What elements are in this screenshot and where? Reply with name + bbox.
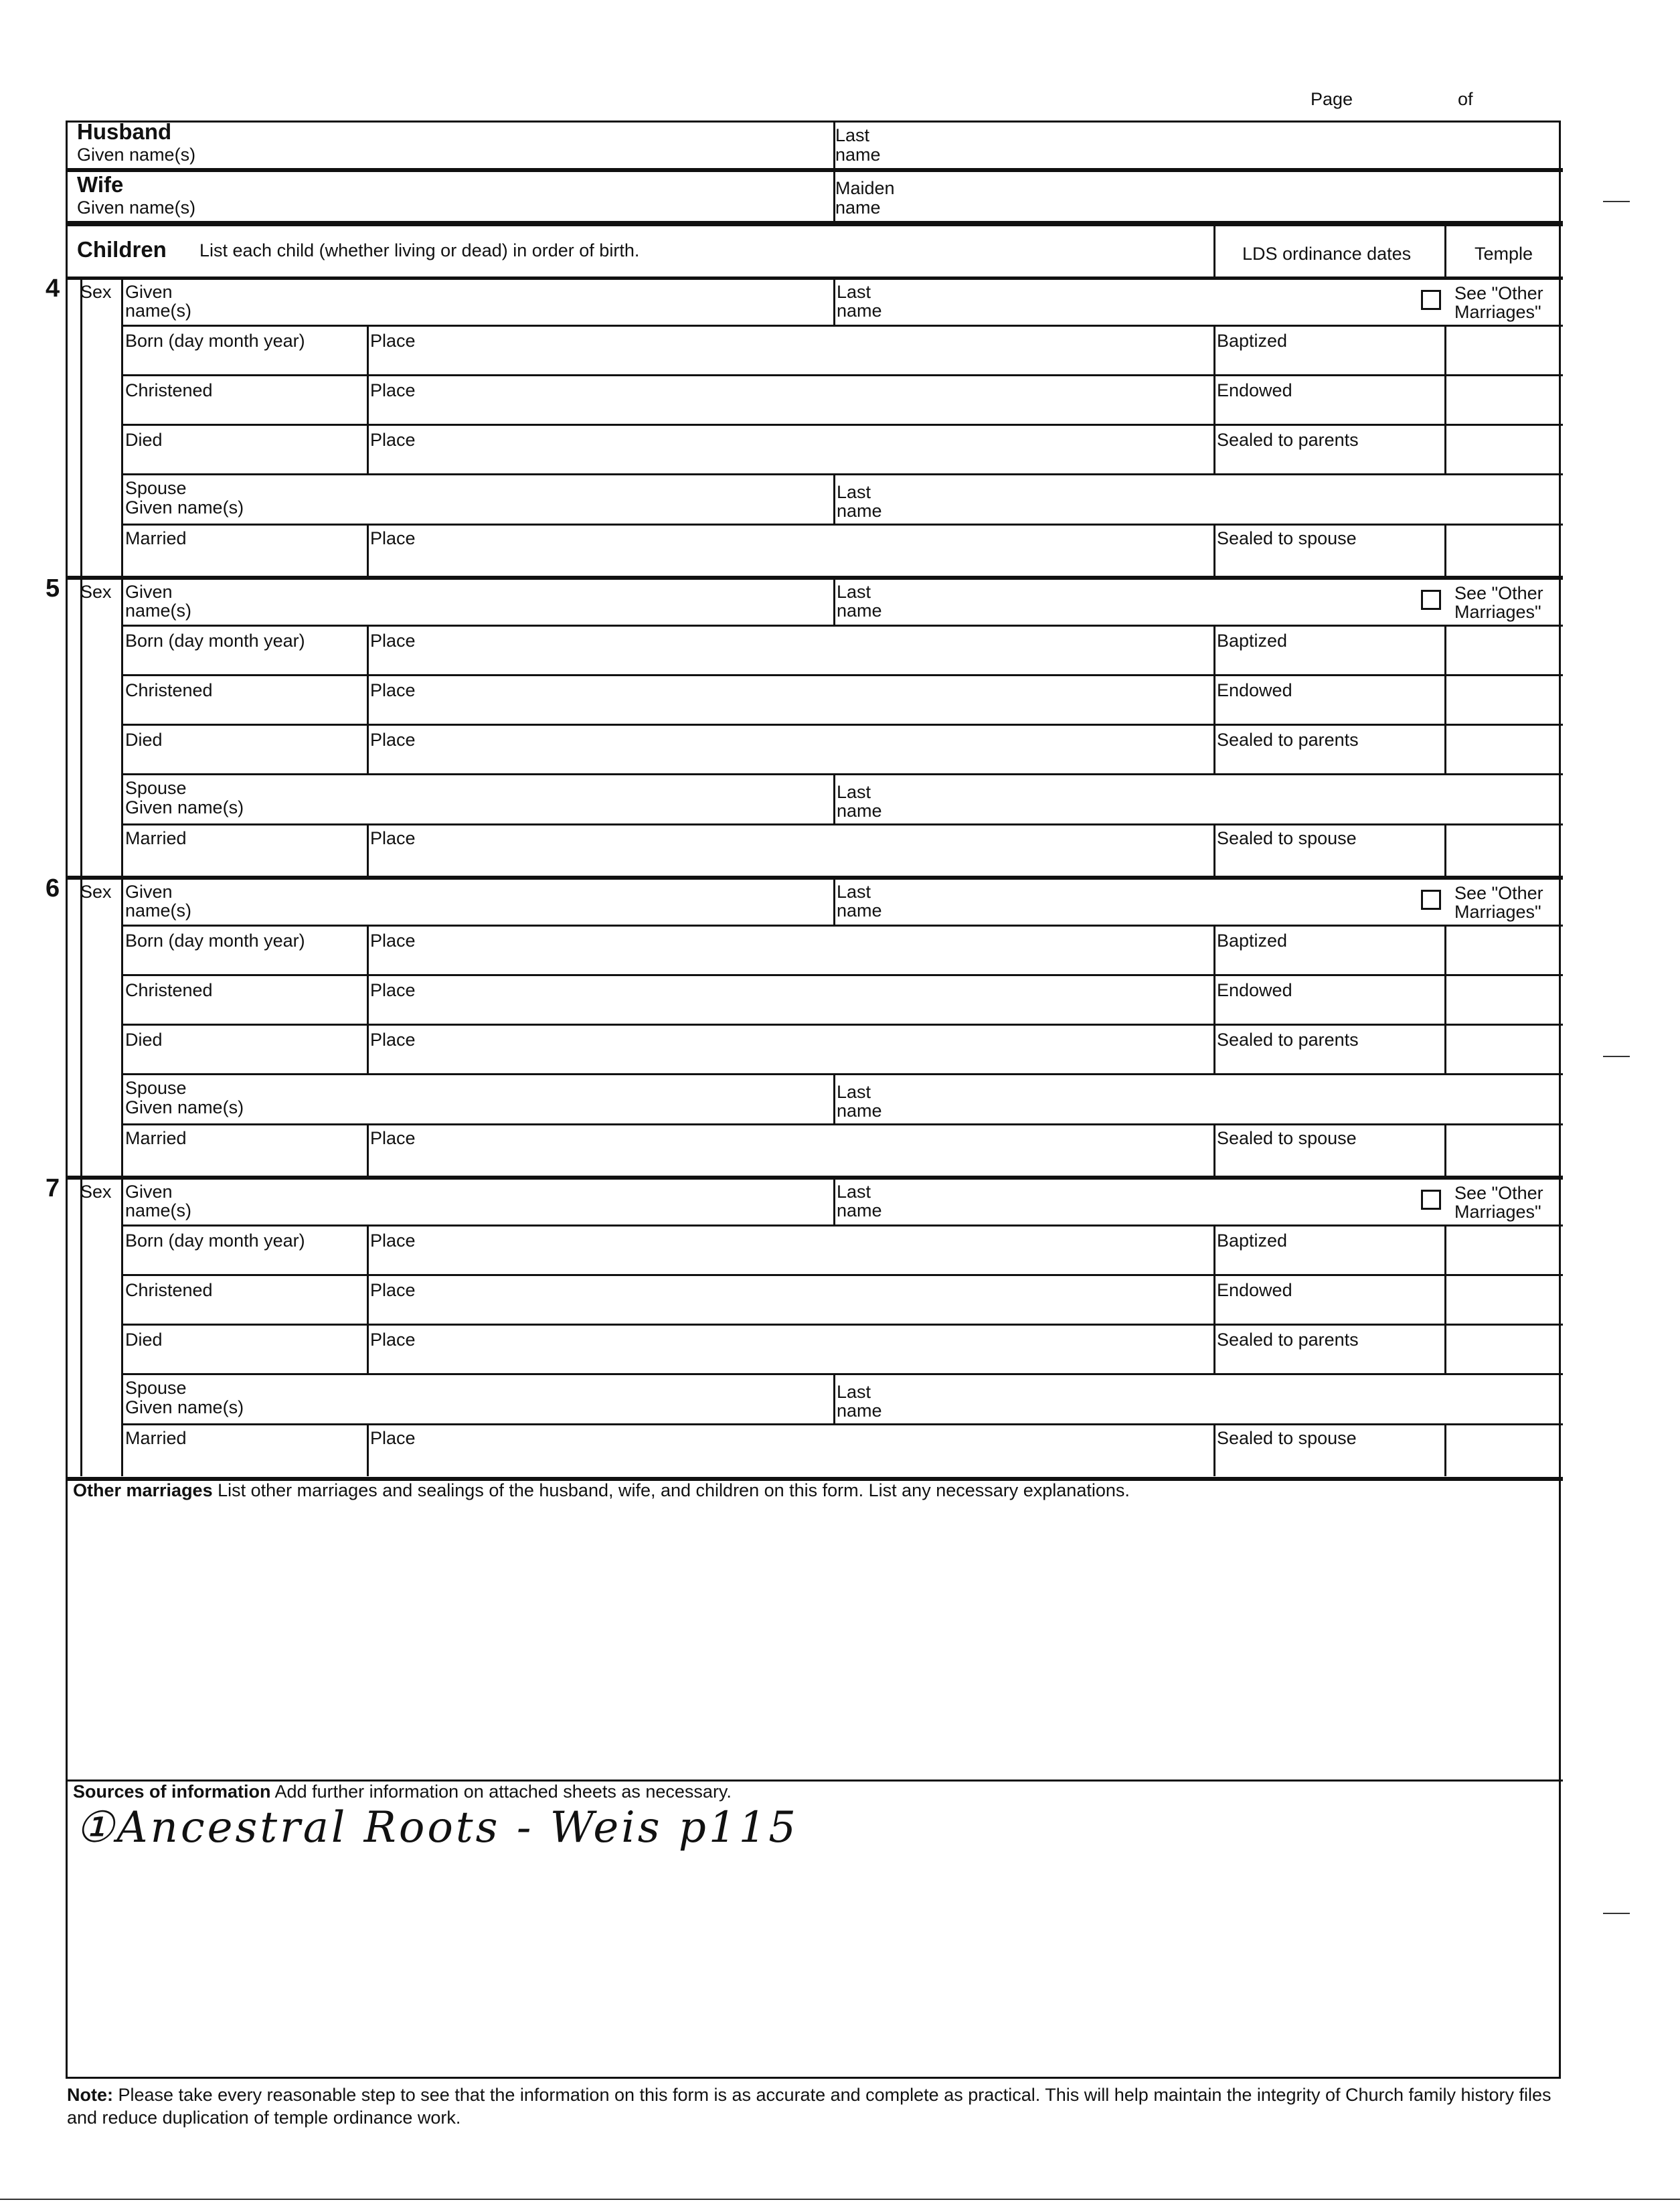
temple-column-divider (1444, 927, 1446, 976)
husband-given-label: Given name(s) (77, 145, 196, 165)
child-2-christened-temple-field[interactable] (1501, 703, 1505, 707)
place-label: Place (370, 730, 416, 750)
place-divider (367, 627, 369, 676)
child-2-born-date-field[interactable] (236, 653, 240, 657)
husband-divider (833, 123, 835, 171)
place-label: Place (370, 331, 416, 351)
husband-last-label: Last (835, 125, 870, 145)
child-2-died-temple-field[interactable] (1501, 753, 1505, 757)
child-1-given-field[interactable] (471, 298, 475, 302)
scan-edge-line (0, 2199, 1680, 2200)
see-other-marriages-checkbox[interactable] (1421, 1190, 1441, 1210)
rule-line (121, 773, 1563, 775)
child-1-born-temple-field[interactable] (1501, 353, 1505, 358)
child-3-given-field[interactable] (471, 898, 475, 902)
died-ordinance-label: Sealed to parents (1217, 1330, 1359, 1350)
ordinance-divider (1213, 927, 1215, 976)
child-2-christened-place-field[interactable] (805, 703, 809, 707)
child-3-christened-date-field[interactable] (236, 1003, 240, 1007)
spouse-last-label: Last (837, 1082, 871, 1102)
temple-column-divider (1444, 1125, 1446, 1176)
spouse-last-label: Last (837, 1382, 871, 1402)
family-group-form (66, 121, 1561, 2079)
given-label: Given (125, 282, 173, 302)
child-4-died-date-field[interactable] (236, 1352, 240, 1356)
spouse-label: Spouse (125, 1078, 187, 1098)
spouse-last-name-label: name (837, 801, 882, 821)
rule-line (121, 473, 1563, 475)
given-name-label: name(s) (125, 601, 192, 621)
christened-ordinance-label: Endowed (1217, 680, 1292, 700)
place-divider (367, 426, 369, 475)
died-ordinance-label: Sealed to parents (1217, 430, 1359, 450)
child-1-christened-temple-field[interactable] (1501, 403, 1505, 407)
child-2-born-place-field[interactable] (805, 653, 809, 657)
child-3-sealed-spouse-temple-field[interactable] (1501, 1152, 1505, 1156)
given-name-label: name(s) (125, 301, 192, 321)
died-label: Died (125, 1330, 163, 1350)
spouse-label: Spouse (125, 478, 187, 498)
sources-handwritten-entry: ①Ancestral Roots - Weis p115 (76, 1803, 799, 1852)
died-label: Died (125, 730, 163, 750)
christened-label: Christened (125, 680, 213, 700)
other-marriages-heading (73, 1480, 1130, 1500)
rule-line (121, 1024, 1563, 1026)
last-label: Last (837, 1182, 871, 1202)
temple-divider (1444, 226, 1446, 279)
sources-area[interactable] (805, 1944, 809, 1948)
child-3-died-place-field[interactable] (805, 1052, 809, 1056)
rule-line (121, 823, 1563, 825)
child-2-given-field[interactable] (471, 598, 475, 602)
child-1-born-date-field[interactable] (236, 353, 240, 358)
child-3-spouse-given-field[interactable] (471, 1102, 475, 1106)
born-ordinance-label: Baptized (1217, 331, 1288, 351)
christened-ordinance-label: Endowed (1217, 380, 1292, 400)
ordinance-divider (1213, 1227, 1215, 1276)
temple-column-divider (1444, 825, 1446, 876)
ordinance-divider (1213, 825, 1215, 876)
rule-line (121, 974, 1563, 976)
child-3-died-temple-field[interactable] (1501, 1052, 1505, 1056)
ordinance-divider (1213, 1125, 1215, 1176)
place-divider (367, 526, 369, 576)
child-number: 4 (46, 274, 60, 303)
child-1-married-date-field[interactable] (236, 552, 240, 556)
rule-thick (68, 576, 1563, 580)
place-label: Place (370, 1231, 416, 1251)
children-instruction: List each child (whether living or dead) in order of birth. (199, 240, 640, 260)
child-1-sealed-spouse-temple-field[interactable] (1501, 552, 1505, 556)
child-1-born-place-field[interactable] (805, 353, 809, 358)
spouse-given-label: Given name(s) (125, 797, 244, 817)
rule-thick (68, 1176, 1563, 1180)
wife-title: Wife (77, 172, 124, 197)
child-2-married-date-field[interactable] (236, 852, 240, 856)
scan-mark (1603, 1056, 1630, 1057)
see-other-label: See "Other (1454, 583, 1543, 603)
spouse-label: Spouse (125, 778, 187, 798)
christened-label: Christened (125, 980, 213, 1000)
place-divider (367, 376, 369, 426)
other-marriages-area[interactable] (805, 1609, 809, 1613)
place-label: Place (370, 631, 416, 651)
rule-line (121, 1123, 1563, 1125)
temple-column-divider (1444, 676, 1446, 726)
wife-divider (833, 171, 835, 223)
ordinance-divider (1213, 1425, 1215, 1476)
husband-name-label: name (835, 145, 881, 165)
place-label: Place (370, 931, 416, 951)
place-label: Place (370, 1280, 416, 1300)
spouse-last-divider (833, 1375, 835, 1425)
spouse-last-name-label: name (837, 1401, 882, 1421)
child-left-rule (80, 878, 82, 1176)
temple-column-divider (1444, 976, 1446, 1026)
place-divider (367, 1425, 369, 1476)
child-2-spouse-given-field[interactable] (471, 802, 475, 806)
place-label: Place (370, 680, 416, 700)
place-label: Place (370, 430, 416, 450)
child-number: 7 (46, 1174, 60, 1202)
ordinance-divider (1213, 1276, 1215, 1326)
rule-line (121, 524, 1563, 526)
born-ordinance-label: Baptized (1217, 1231, 1288, 1251)
sources-title: Sources of information (73, 1782, 271, 1802)
child-4-married-date-field[interactable] (236, 1452, 240, 1456)
place-label: Place (370, 1030, 416, 1050)
ordinance-divider (1213, 676, 1215, 726)
other-marriages-title: Other marriages (73, 1480, 213, 1500)
christened-ordinance-label: Endowed (1217, 980, 1292, 1000)
child-2-christened-date-field[interactable] (236, 703, 240, 707)
rule-line (121, 424, 1563, 426)
place-divider (367, 825, 369, 876)
child-3-spouse-last-field[interactable] (1006, 1102, 1010, 1106)
child-3-died-date-field[interactable] (236, 1052, 240, 1056)
place-divider (367, 1276, 369, 1326)
rule-line (121, 724, 1563, 726)
lds-label: LDS ordinance dates (1242, 244, 1412, 264)
spouse-last-label: Last (837, 782, 871, 802)
sealed-spouse-label: Sealed to spouse (1217, 528, 1357, 548)
scan-mark (1603, 1913, 1630, 1914)
see-other-marriages-checkbox[interactable] (1421, 890, 1441, 910)
wife-maiden-label: Maiden (835, 178, 895, 198)
spouse-last-divider (833, 775, 835, 825)
ordinance-divider (1213, 726, 1215, 775)
spouse-given-label: Given name(s) (125, 1097, 244, 1117)
rule-thick (68, 168, 1563, 172)
see-other-label: See "Other (1454, 883, 1543, 903)
place-divider (367, 927, 369, 976)
rule-line (121, 1274, 1563, 1276)
see-other-marriages-label: Marriages" (1454, 602, 1541, 622)
child-2-born-temple-field[interactable] (1501, 653, 1505, 657)
last-name-label: name (837, 601, 882, 621)
temple-column-divider (1444, 376, 1446, 426)
temple-column-divider (1444, 426, 1446, 475)
place-label: Place (370, 1330, 416, 1350)
child-1-married-place-field[interactable] (805, 552, 809, 556)
spouse-last-name-label: name (837, 501, 882, 521)
note (67, 2083, 1553, 2129)
child-2-died-date-field[interactable] (236, 753, 240, 757)
rule-line (121, 925, 1563, 927)
last-name-label: name (837, 1200, 882, 1220)
place-label: Place (370, 980, 416, 1000)
child-2-spouse-last-field[interactable] (1006, 802, 1010, 806)
last-name-label: name (837, 301, 882, 321)
spouse-last-divider (833, 475, 835, 525)
child-2-sealed-spouse-temple-field[interactable] (1501, 852, 1505, 856)
child-2-died-place-field[interactable] (805, 753, 809, 757)
child-3-married-date-field[interactable] (236, 1152, 240, 1156)
child-3-born-temple-field[interactable] (1501, 953, 1505, 957)
other-marriages-instruction: List other marriages and sealings of the husband, wife, and children on this form. List any necessary explanations. (218, 1480, 1130, 1500)
rule-line (121, 1423, 1563, 1425)
last-divider (833, 878, 835, 926)
born-label: Born (day month year) (125, 331, 305, 351)
see-other-marriages-checkbox[interactable] (1421, 290, 1441, 310)
child-1-died-temple-field[interactable] (1501, 453, 1505, 457)
child-4-spouse-given-field[interactable] (471, 1402, 475, 1406)
rule-line (121, 374, 1563, 376)
temple-column-divider (1444, 526, 1446, 576)
temple-column-divider (1444, 1425, 1446, 1476)
temple-column-divider (1444, 627, 1446, 676)
child-3-born-place-field[interactable] (805, 953, 809, 957)
place-label: Place (370, 1128, 416, 1148)
place-divider (367, 1227, 369, 1276)
place-divider (367, 676, 369, 726)
child-1-spouse-given-field[interactable] (471, 502, 475, 506)
sealed-spouse-label: Sealed to spouse (1217, 1428, 1357, 1448)
child-1-spouse-last-field[interactable] (1006, 502, 1010, 506)
place-label: Place (370, 828, 416, 848)
child-3-christened-temple-field[interactable] (1501, 1003, 1505, 1007)
ordinance-divider (1213, 327, 1215, 376)
temple-column-divider (1444, 1227, 1446, 1276)
last-name-label: name (837, 900, 882, 921)
ordinance-divider (1213, 426, 1215, 475)
died-ordinance-label: Sealed to parents (1217, 730, 1359, 750)
place-label: Place (370, 528, 416, 548)
place-divider (367, 726, 369, 775)
sex-divider (121, 578, 123, 876)
wife-name-label: name (835, 198, 881, 218)
note-text: Please take every reasonable step to see that the information on this form is as accurate and complete as practical. This will help maintain the integrity of Church family history files and reduce duplication of temple ordinance work. (67, 2085, 1551, 2128)
place-label: Place (370, 380, 416, 400)
child-3-born-date-field[interactable] (236, 953, 240, 957)
married-label: Married (125, 528, 187, 548)
born-ordinance-label: Baptized (1217, 631, 1288, 651)
temple-column-divider (1444, 1026, 1446, 1075)
spouse-last-label: Last (837, 482, 871, 502)
child-2-married-place-field[interactable] (805, 852, 809, 856)
child-1-christened-place-field[interactable] (805, 403, 809, 407)
rule-line (121, 1073, 1563, 1075)
rule-line (121, 325, 1563, 327)
given-label: Given (125, 1182, 173, 1202)
child-4-born-temple-field[interactable] (1501, 1253, 1505, 1257)
rule-line (121, 1224, 1563, 1227)
child-4-christened-date-field[interactable] (236, 1303, 240, 1307)
spouse-label: Spouse (125, 1378, 187, 1398)
rule-thick (68, 876, 1563, 880)
last-divider (833, 278, 835, 326)
temple-column-divider (1444, 726, 1446, 775)
temple-column-divider (1444, 327, 1446, 376)
rule-line (121, 1373, 1563, 1375)
children-title: Children (77, 237, 167, 262)
last-divider (833, 578, 835, 626)
scan-mark (1603, 201, 1630, 202)
given-name-label: name(s) (125, 900, 192, 921)
temple-column-divider (1444, 1276, 1446, 1326)
rule-line (121, 625, 1563, 627)
sources-heading (73, 1782, 732, 1802)
given-label: Given (125, 582, 173, 602)
place-divider (367, 1026, 369, 1075)
child-left-rule (80, 278, 82, 576)
child-4-born-place-field[interactable] (805, 1253, 809, 1257)
sex-divider (121, 1178, 123, 1476)
sources-instruction: Add further information on attached sheets as necessary. (274, 1782, 732, 1802)
see-other-marriages-label: Marriages" (1454, 1202, 1541, 1222)
rule-thick (68, 276, 1563, 280)
rule-line (121, 674, 1563, 676)
child-3-christened-place-field[interactable] (805, 1003, 809, 1007)
sex-label: Sex (80, 882, 112, 902)
child-number: 5 (46, 574, 60, 603)
place-divider (367, 327, 369, 376)
sex-divider (121, 878, 123, 1176)
temple-column-divider (1444, 1326, 1446, 1375)
child-4-christened-temple-field[interactable] (1501, 1303, 1505, 1307)
christened-label: Christened (125, 380, 213, 400)
spouse-last-name-label: name (837, 1101, 882, 1121)
see-other-label: See "Other (1454, 1183, 1543, 1203)
ordinance-divider (1213, 376, 1215, 426)
ordinance-divider (1213, 976, 1215, 1026)
last-label: Last (837, 882, 871, 902)
child-4-given-field[interactable] (471, 1198, 475, 1202)
born-label: Born (day month year) (125, 931, 305, 951)
christened-label: Christened (125, 1280, 213, 1300)
note-label: Note: (67, 2085, 113, 2105)
child-left-rule (80, 578, 82, 876)
died-label: Died (125, 1030, 163, 1050)
born-label: Born (day month year) (125, 631, 305, 651)
place-divider (367, 1125, 369, 1176)
child-4-last-field[interactable] (1006, 1198, 1010, 1202)
child-1-christened-date-field[interactable] (236, 403, 240, 407)
child-3-last-field[interactable] (1006, 898, 1010, 902)
child-4-born-date-field[interactable] (236, 1253, 240, 1257)
child-1-died-place-field[interactable] (805, 453, 809, 457)
ordinance-divider (1213, 1326, 1215, 1375)
child-4-died-place-field[interactable] (805, 1352, 809, 1356)
rule-line (121, 1324, 1563, 1326)
married-label: Married (125, 1128, 187, 1148)
spouse-given-label: Given name(s) (125, 497, 244, 518)
child-4-married-place-field[interactable] (805, 1452, 809, 1456)
temple-label: Temple (1475, 244, 1533, 264)
of-label: of (1458, 89, 1473, 109)
see-other-marriages-checkbox[interactable] (1421, 590, 1441, 610)
place-divider (367, 976, 369, 1026)
given-label: Given (125, 882, 173, 902)
child-left-rule (80, 1178, 82, 1476)
born-label: Born (day month year) (125, 1231, 305, 1251)
given-name-label: name(s) (125, 1200, 192, 1220)
spouse-given-label: Given name(s) (125, 1397, 244, 1417)
place-label: Place (370, 1428, 416, 1448)
child-4-sealed-spouse-temple-field[interactable] (1501, 1452, 1505, 1456)
sex-divider (121, 278, 123, 576)
sealed-spouse-label: Sealed to spouse (1217, 1128, 1357, 1148)
child-1-died-date-field[interactable] (236, 453, 240, 457)
child-1-last-field[interactable] (1006, 298, 1010, 302)
sex-label: Sex (80, 282, 112, 302)
married-label: Married (125, 828, 187, 848)
see-other-marriages-label: Marriages" (1454, 302, 1541, 322)
ordinance-divider (1213, 627, 1215, 676)
born-ordinance-label: Baptized (1217, 931, 1288, 951)
last-label: Last (837, 582, 871, 602)
child-2-last-field[interactable] (1006, 598, 1010, 602)
child-4-died-temple-field[interactable] (1501, 1352, 1505, 1356)
wife-given-label: Given name(s) (77, 198, 196, 218)
see-other-label: See "Other (1454, 283, 1543, 303)
child-number: 6 (46, 874, 60, 902)
last-divider (833, 1178, 835, 1226)
died-label: Died (125, 430, 163, 450)
page-label: Page (1311, 89, 1353, 109)
child-4-christened-place-field[interactable] (805, 1303, 809, 1307)
christened-ordinance-label: Endowed (1217, 1280, 1292, 1300)
last-label: Last (837, 282, 871, 302)
child-4-spouse-last-field[interactable] (1006, 1402, 1010, 1406)
husband-title: Husband (77, 119, 172, 144)
rule-thick (68, 221, 1563, 226)
died-ordinance-label: Sealed to parents (1217, 1030, 1359, 1050)
sex-label: Sex (80, 582, 112, 602)
married-label: Married (125, 1428, 187, 1448)
lds-divider (1213, 226, 1215, 279)
ordinance-divider (1213, 526, 1215, 576)
ordinance-divider (1213, 1026, 1215, 1075)
sex-label: Sex (80, 1182, 112, 1202)
sealed-spouse-label: Sealed to spouse (1217, 828, 1357, 848)
child-3-married-place-field[interactable] (805, 1152, 809, 1156)
place-divider (367, 1326, 369, 1375)
spouse-last-divider (833, 1075, 835, 1125)
see-other-marriages-label: Marriages" (1454, 902, 1541, 922)
